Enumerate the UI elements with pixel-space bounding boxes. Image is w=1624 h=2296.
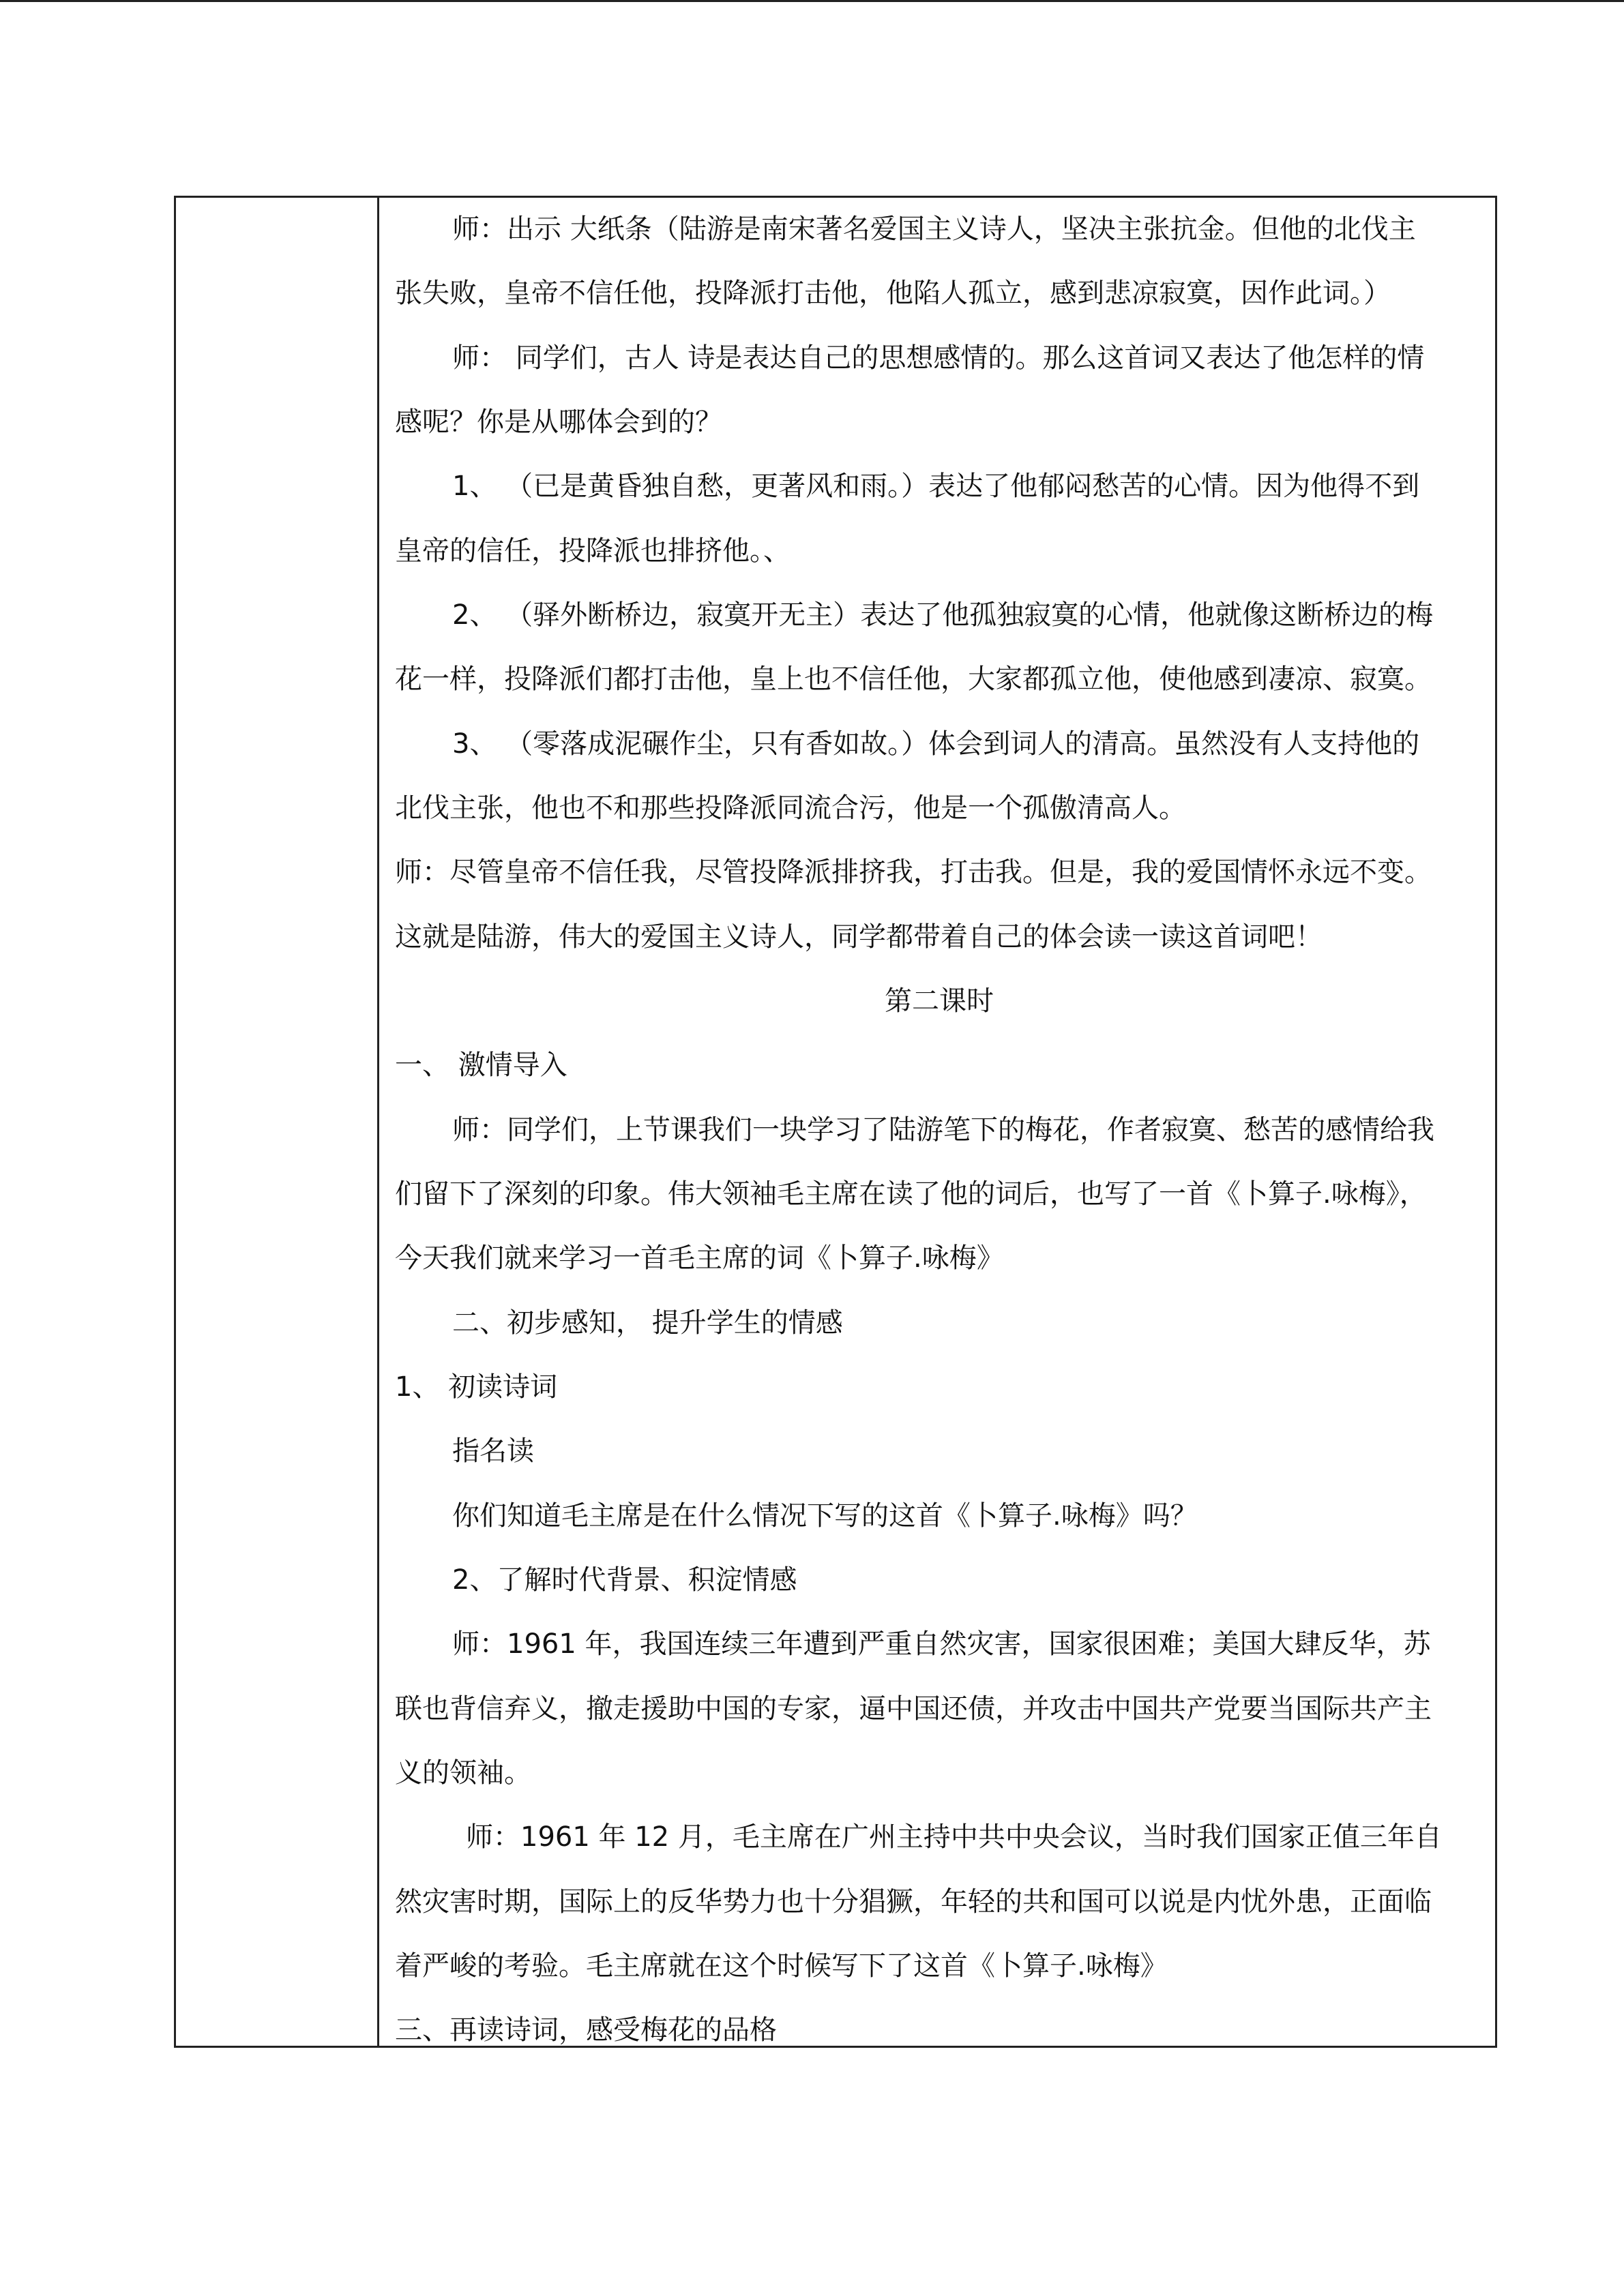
- paragraph-line: 师：出示 大纸条（陆游是南宋著名爱国主义诗人，坚决主张抗金。但他的北伐主: [452, 213, 1416, 245]
- section-heading: 第二课时: [885, 985, 994, 1017]
- paragraph-line: 你们知道毛主席是在什么情况下写的这首《卜算子.咏梅》吗？: [452, 1500, 1198, 1532]
- paragraph-line: 师：同学们，上节课我们一块学习了陆游笔下的梅花，作者寂寞、愁苦的感情给我: [452, 1114, 1434, 1146]
- section-heading: 三、再读诗词，感受梅花的品格: [395, 2014, 777, 2046]
- paragraph-line: 2、 （驿外断桥边，寂寞开无主）表达了他孤独寂寞的心情，他就像这断桥边的梅: [452, 599, 1434, 631]
- paragraph-line: 花一样，投降派们都打击他，皇上也不信任他，大家都孤立他，使他感到凄凉、寂寞。: [395, 664, 1432, 695]
- section-heading: 二、初步感知， 提升学生的情感: [452, 1307, 843, 1339]
- table-column-divider: [377, 196, 379, 2048]
- paragraph-line: 皇帝的信任，投降派也排挤他。、: [395, 535, 791, 567]
- paragraph-line: 这就是陆游，伟大的爱国主义诗人，同学都带着自己的体会读一读这首词吧！: [395, 921, 1323, 953]
- paragraph-line: 师：1961 年 12 月，毛主席在广州主持中共中央会议，当时我们国家正值三年自: [466, 1821, 1442, 1853]
- paragraph-line: 着严峻的考验。毛主席就在这个时候写下了这首《卜算子.咏梅》: [395, 1950, 1168, 1982]
- paragraph-line: 今天我们就来学习一首毛主席的词《卜算子.咏梅》: [395, 1242, 1004, 1274]
- subsection-heading: 2、了解时代背景、积淀情感: [452, 1564, 797, 1596]
- paragraph-line: 们留下了深刻的印象。伟大领袖毛主席在读了他的词后，也写了一首《卜算子.咏梅》，: [395, 1178, 1427, 1210]
- paragraph-line: 张失败，皇帝不信任他，投降派打击他，他陷人孤立，感到悲凉寂寞，因作此词。）: [395, 278, 1391, 309]
- section-heading: 一、 激情导入: [395, 1049, 567, 1081]
- paragraph-line: 1、 （已是黄昏独自愁，更著风和雨。）表达了他郁闷愁苦的心情。因为他得不到: [452, 471, 1420, 502]
- paragraph-line: 师：1961 年，我国连续三年遭到严重自然灾害，国家很困难；美国大肆反华，苏: [452, 1628, 1431, 1660]
- subsection-heading: 1、 初读诗词: [395, 1371, 558, 1403]
- paragraph-line: 然灾害时期，国际上的反华势力也十分猖獗，年轻的共和国可以说是内忧外患，正面临: [395, 1886, 1432, 1918]
- paragraph-line: 师： 同学们，古人 诗是表达自己的思想感情的。那么这首词又表达了他怎样的情: [452, 342, 1425, 374]
- paragraph-line: 指名读: [452, 1435, 534, 1467]
- paragraph-line: 北伐主张，他也不和那些投降派同流合污，他是一个孤傲清高人。: [395, 792, 1186, 824]
- paragraph-line: 师：尽管皇帝不信任我，尽管投降派排挤我，打击我。但是，我的爱国情怀永远不变。: [395, 856, 1432, 888]
- page-top-border: [0, 0, 1624, 2]
- paragraph-line: 义的领袖。: [395, 1757, 531, 1789]
- paragraph-line: 3、 （零落成泥碾作尘，只有香如故。）体会到词人的清高。虽然没有人支持他的: [452, 728, 1420, 760]
- paragraph-line: 感呢？你是从哪体会到的？: [395, 406, 722, 438]
- table-left-cell: [176, 198, 377, 2046]
- paragraph-line: 联也背信弃义，撤走援助中国的专家，逼中国还债，并攻击中国共产党要当国际共产主: [395, 1693, 1432, 1725]
